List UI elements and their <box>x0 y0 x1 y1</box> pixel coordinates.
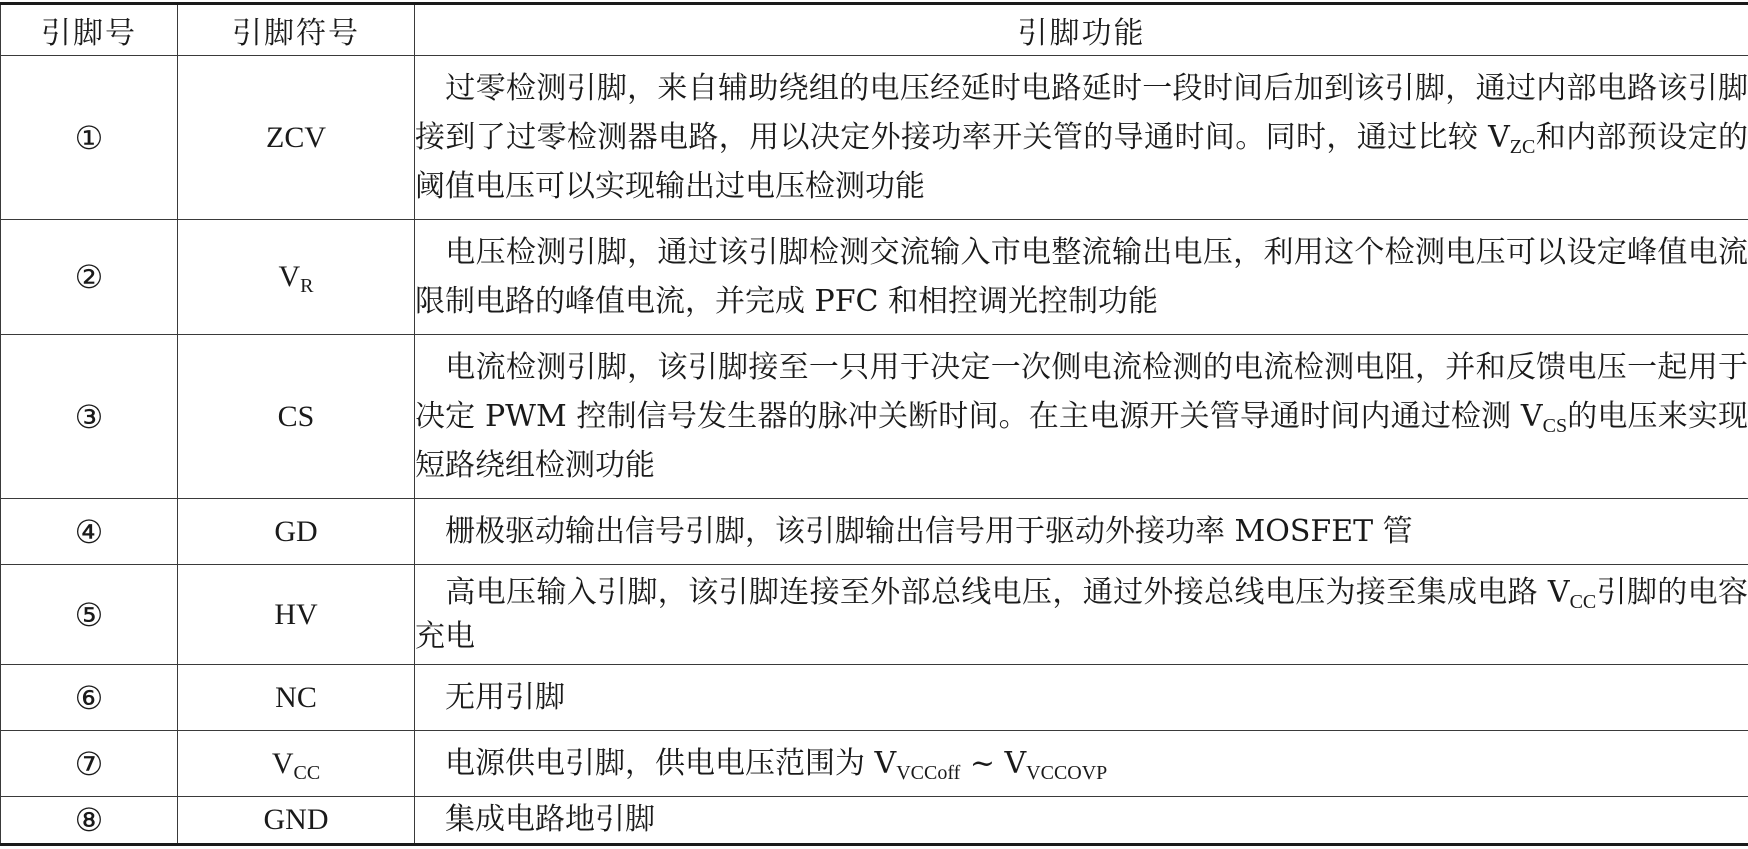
pin-function <box>415 797 1748 845</box>
pin-number: ⑧ <box>1 797 178 845</box>
pin-function <box>415 499 1748 565</box>
pin-symbol <box>178 56 415 220</box>
pin-function <box>415 335 1748 499</box>
pin-function-text: 无用引脚 <box>445 680 565 715</box>
pin-symbol-text: GND <box>263 803 329 836</box>
pin-symbol-text: GD <box>274 514 318 548</box>
pin-symbol <box>178 731 415 797</box>
pin-function <box>415 565 1748 665</box>
pin-number: ⑤ <box>1 565 178 665</box>
pin-function-text-cont: 的电压来实现短路绕组检测功能 <box>415 399 1748 483</box>
pin-symbol-text: NC <box>275 680 317 714</box>
pin-symbol-subscript: CC <box>293 761 321 784</box>
table-header-row <box>1 4 1748 56</box>
pin-number: ① <box>1 56 178 220</box>
pin-symbol <box>178 797 415 845</box>
pin-symbol-text: CS <box>277 399 315 433</box>
pin-symbol <box>178 499 415 565</box>
pin-function-subscript: VCCoff <box>896 762 961 784</box>
pin-function-subscript: CS <box>1542 415 1568 437</box>
pin-function-table <box>0 2 1748 846</box>
pin-function-text: 过零检测引脚，来自辅助绕组的电压经延时电路延时一段时间后加到该引脚，通过内部电路该引脚接到了过零检测器电路，用以决定外接功率开关管的导通时间。同时，通过比较 V <box>415 71 1748 155</box>
pin-function-text: 栅极驱动输出信号引脚，该引脚输出信号用于驱动外接功率 MOSFET 管 <box>445 514 1413 549</box>
pin-function <box>415 220 1748 335</box>
table-row <box>1 665 1748 731</box>
header-pin-function: 引脚功能 <box>415 4 1748 56</box>
pin-function-text: 电流检测引脚，该引脚接至一只用于决定一次侧电流检测的电流检测电阻，并和反馈电压一起用于决定 PWM 控制信号发生器的脉冲关断时间。在主电源开关管导通时间内通过检测 V <box>415 350 1748 434</box>
pin-function-text-cont: ~ V <box>960 746 1027 781</box>
pin-function-subscript-2: VCCOVP <box>1026 762 1108 784</box>
pin-number: ③ <box>1 335 178 499</box>
pin-symbol <box>178 665 415 731</box>
pin-number: ⑥ <box>1 665 178 731</box>
pin-number: ④ <box>1 499 178 565</box>
pin-number: ⑦ <box>1 731 178 797</box>
table-row <box>1 220 1748 335</box>
pin-function-subscript: CC <box>1569 590 1597 613</box>
pin-symbol <box>178 220 415 335</box>
table-row <box>1 335 1748 499</box>
pin-symbol-text: HV <box>274 597 318 631</box>
pin-function-text: 集成电路地引脚 <box>445 802 655 837</box>
pin-symbol-text: V <box>271 746 294 780</box>
pin-symbol-text: V <box>278 260 301 293</box>
pin-function <box>415 731 1748 797</box>
pin-function-text: 电源供电引脚，供电电压范围为 V <box>445 746 897 781</box>
table-row <box>1 797 1748 845</box>
pin-function-text-cont: 引脚的电容充电 <box>415 574 1748 654</box>
pin-symbol <box>178 565 415 665</box>
pin-function-text: 高电压输入引脚，该引脚连接至外部总线电压，通过外接总线电压为接至集成电路 V <box>445 574 1570 610</box>
header-pin-number: 引脚号 <box>1 4 178 56</box>
pin-symbol-subscript: R <box>300 275 314 297</box>
pin-function-text: 电压检测引脚，通过该引脚检测交流输入市电整流输出电压，利用这个检测电压可以设定峰值电流限制电路的峰值电流，并完成 PFC 和相控调光控制功能 <box>415 235 1748 319</box>
table-row <box>1 565 1748 665</box>
pin-function <box>415 56 1748 220</box>
pin-number: ② <box>1 220 178 335</box>
pin-symbol-text: ZCV <box>266 120 326 154</box>
pin-function-text-cont: 和内部预设定的阈值电压可以实现输出过电压检测功能 <box>415 120 1748 204</box>
table-row <box>1 56 1748 220</box>
pin-function-subscript: ZC <box>1509 136 1536 158</box>
pin-function <box>415 665 1748 731</box>
pin-symbol <box>178 335 415 499</box>
table-row <box>1 731 1748 797</box>
header-pin-symbol: 引脚符号 <box>178 4 415 56</box>
table-row <box>1 499 1748 565</box>
